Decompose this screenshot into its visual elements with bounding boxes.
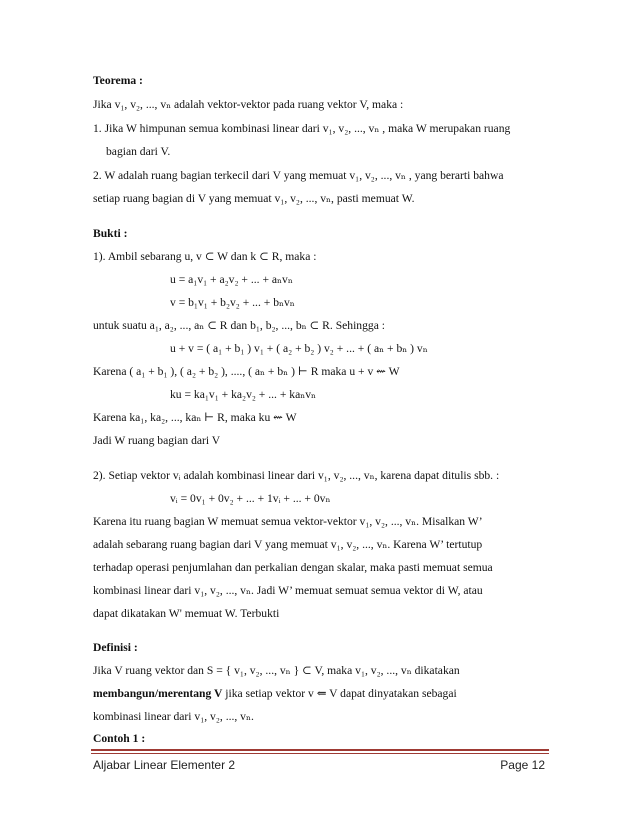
equation-u: u = a₁v₁ + a₂v₂ + ... + aₙvₙ	[170, 273, 293, 286]
proof-text: adalah sebarang ruang bagian dari V yang memuat v₁, v₂, ..., vₙ. Karena W’ tertutup	[93, 538, 483, 551]
definition-line-2	[93, 687, 457, 701]
theorem-item-1-line-2: bagian dari V.	[106, 145, 171, 158]
proof-text: Karena ( a₁ + b₁ ), ( a₂ + b₂ ), ...., ( aₙ + bₙ ) ⊢ R maka u + v ⇜ W	[93, 365, 400, 378]
theorem-title: Teorema :	[93, 74, 143, 87]
example-title: Contoh 1 :	[93, 732, 146, 745]
proof-text: Karena ka₁, ka₂, ..., kaₙ ⊢ R, maka ku ⇜ W	[93, 411, 297, 424]
proof-step-2: 2). Setiap vektor vᵢ adalah kombinasi linear dari v₁, v₂, ..., vₙ, karena dapat ditulis sbb. :	[93, 469, 500, 482]
definition-line-1: Jika V ruang vektor dan S = { v₁, v₂, ..., vₙ } ⊂ V, maka v₁, v₂, ..., vₙ dikatakan	[93, 664, 460, 677]
proof-title: Bukti :	[93, 227, 128, 240]
definition-title: Definisi :	[93, 641, 138, 654]
definition-line-3: kombinasi linear dari v₁, v₂, ..., vₙ.	[93, 710, 254, 723]
theorem-item-2-line-1: 2. W adalah ruang bagian terkecil dari V yang memuat v₁, v₂, ..., vₙ , yang berarti bahwa	[93, 169, 504, 182]
proof-text: untuk suatu a₁, a₂, ..., aₙ ⊂ R dan b₁, b₂, ..., bₙ ⊂ R. Sehingga :	[93, 319, 385, 332]
proof-text: Jadi W ruang bagian dari V	[93, 434, 221, 447]
proof-text: dapat dikatakan W' memuat W. Terbukti	[93, 607, 280, 620]
proof-text: kombinasi linear dari v₁, v₂, ..., vₙ. Jadi W’ memuat semuat semua vektor di W, atau	[93, 584, 483, 597]
theorem-item-1-line-1: 1. Jika W himpunan semua kombinasi linear dari v₁, v₂, ..., vₙ , maka W merupakan ruang	[93, 122, 511, 135]
equation-ku: ku = ka₁v₁ + ka₂v₂ + ... + kaₙvₙ	[170, 388, 317, 401]
proof-text: terhadap operasi penjumlahan dan perkalian dengan skalar, maka pasti memuat semua	[93, 561, 493, 574]
theorem-intro: Jika v₁, v₂, ..., vₙ adalah vektor-vektor pada ruang vektor V, maka :	[93, 98, 404, 111]
proof-text: Karena itu ruang bagian W memuat semua vektor-vektor v₁, v₂, ..., vₙ. Misalkan W’	[93, 515, 483, 528]
definition-term: membangun/merentang V	[93, 687, 223, 700]
equation-sum: u + v = ( a₁ + b₁ ) v₁ + ( a₂ + b₂ ) v₂ + ... + ( aₙ + bₙ ) vₙ	[170, 342, 428, 355]
footer-title: Aljabar Linear Elementer 2	[93, 758, 236, 772]
proof-step-1: 1). Ambil sebarang u, v ⊂ W dan k ⊂ R, maka :	[93, 250, 317, 263]
footer-rule-thin	[91, 753, 549, 754]
page-number: Page 12	[500, 758, 545, 772]
theorem-item-2-line-2: setiap ruang bagian di V yang memuat v₁, v₂, ..., vₙ, pasti memuat W.	[93, 192, 415, 205]
footer-rule	[91, 749, 549, 751]
equation-vi: vᵢ = 0v₁ + 0v₂ + ... + 1vᵢ + ... + 0vₙ	[170, 492, 331, 505]
definition-line-2-rest: jika setiap vektor v ⇐ V dapat dinyatakan sebagai	[222, 687, 457, 700]
equation-v: v = b₁v₁ + b₂v₂ + ... + bₙvₙ	[170, 296, 295, 309]
